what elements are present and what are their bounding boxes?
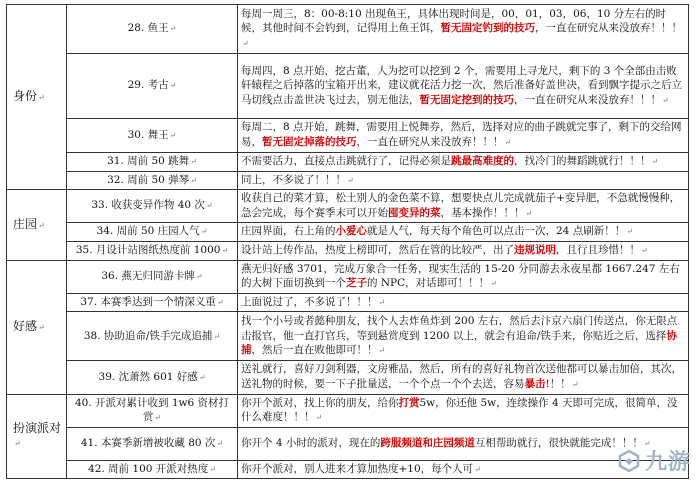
watermark: [616, 445, 691, 476]
highlight-text: 囤变异的菜: [388, 206, 441, 219]
table-row: [7, 361, 689, 394]
highlight-text: 暂无固定钓到的技巧: [440, 22, 535, 35]
item-label: 40. 开派对累计收到 1w6 资材打赏: [74, 396, 230, 424]
item-label: 35. 月设计站图纸热度前 1000: [75, 243, 221, 256]
description-cell: 庄园界面，右上角的小爱心就是人气，每天每个角色可以点击一次，24 点刷新！！↵: [238, 223, 689, 242]
item-cell: 30. 舞王↵: [67, 119, 238, 153]
item-label: 28. 鱼王: [127, 22, 169, 35]
table-row: [7, 190, 689, 223]
item-label: 31. 周前 50 跳舞: [107, 155, 190, 167]
description-cell: 设计站上传作品，热度上榜即可，然后在管的比较严，出了违规说明，且行且珍惜！！↵: [238, 241, 689, 260]
item-cell: 41. 本赛季新增被收藏 80 次↵: [67, 427, 238, 460]
description-text: 每周四，8 点开始，挖古董，人为挖可以挖到 2 个，需要用上寻龙尺，剩下的 3 个全部由击败轩辕程之后掉落的宝箱开出来，建议就花活力挖一次，然后准备好盖世决，看到飘字提示之后立马切线点击盖世决飞过去，别无他法，: [241, 64, 682, 106]
table-row: [7, 293, 689, 312]
description-text: 上面说过了，不多说了！！！: [241, 295, 378, 308]
item-cell: 38. 协助追命/铁手完成追捕↵: [67, 312, 238, 361]
description-text: 不需要活力，直接点击跳就行了，记得必须是: [241, 155, 451, 167]
description-text: 送礼就行，喜好刀剑利器，文房雅品，然后，所有的喜好礼物首次送他都可以暴击加倍，其次，送礼物的时候，要一下子批量送，一个个点一个个去送，容易: [241, 363, 682, 390]
table-row: [7, 54, 689, 119]
category-cell: 身份↵: [7, 5, 67, 190]
item-cell: 40. 开派对累计收到 1w6 资材打赏↵: [67, 394, 238, 427]
item-label: 36. 燕无归同游卡牌: [101, 269, 195, 282]
item-label: 39. 沈萧然 601 好感: [98, 370, 198, 383]
item-label: 32. 周前 50 弹琴: [107, 173, 190, 186]
description-cell: 每周一周三，8：00-8:10 出现鱼王，具体出现时间是，00，01，03，06，10 分左右的时候，其他时间不会钓到，记得用上鱼王饵，暂无固定钓到的技巧，一直在研究从来没放弃！！！↵: [238, 5, 689, 54]
item-label: 30. 舞王: [127, 128, 169, 141]
jiuyou-logo-icon: [616, 448, 642, 474]
description-text: 设计站上传作品，热度上榜即可，然后在管的比较严，出了: [241, 243, 514, 256]
table-row: [7, 427, 689, 460]
highlight-text: 打赏: [398, 396, 420, 409]
highlight-text: 暂无固定掉落的技巧: [262, 136, 357, 148]
description-text: !！！: [545, 377, 571, 390]
description-text: 找一个小号或者懿种朋友，找个人去炸鱼炸到 200 左右，然后去汴京六扇门传送点，你无限点击报官，他一直打官兵，等到悬赏度到 1200 以上，就会有追命/铁手来，你贴近之后，选择: [241, 314, 678, 342]
description-text: ，一直在研究从来没放弃！！！: [356, 136, 504, 148]
highlight-text: 协捕: [241, 329, 677, 357]
highlight-text: 小爱心: [335, 225, 367, 238]
description-cell: 每周四，8 点开始，挖古董，人为挖可以挖到 2 个，需要用上寻龙尺，剩下的 3 个全部由击败轩辕程之后掉落的宝箱开出来，建议就花活力挖一次，然后准备好盖世决，看到飘字提示之后立马切线点击盖世决飞过去，别无他法，暂无固定挖到的技巧，一直在研究从来没放弃！！！↵: [238, 54, 689, 119]
description-cell: 找一个小号或者懿种朋友，找个人去炸鱼炸到 200 左右，然后去汴京六扇门传送点，你无限点击报官，他一直打官兵，等到悬赏度到 1200 以上，就会有追命/铁手来，你贴近之后，选择协捕，然后一直在败他即可！！↵: [238, 312, 689, 361]
description-cell: 不需要活力，直接点击跳就行了，记得必须是跳最高难度的，找冷门的舞蹈跳就行！！！↵: [238, 153, 689, 172]
item-cell: 39. 沈萧然 601 好感↵: [67, 361, 238, 394]
highlight-text: 暴击: [524, 377, 546, 390]
table-row: [7, 153, 689, 172]
item-cell: 32. 周前 50 弹琴↵: [67, 171, 238, 190]
description-cell: 上面说过了，不多说了！！！↵: [238, 293, 689, 312]
highlight-text: 违规说明: [514, 243, 556, 256]
description-cell: 你开个派对，找上你的朋友，给你打赏5w，你还他 5w，连续操作 4 天即可完成，很简单，没什么难度！！！↵: [238, 394, 689, 427]
highlight-text: 跳最高难度的: [451, 155, 514, 167]
category-cell: 好感↵: [7, 260, 67, 394]
highlight-text: 芝子: [346, 277, 367, 290]
item-cell: 37. 本赛季达到一个情深义重↵: [67, 293, 238, 312]
item-label: 37. 本赛季达到一个情深义重: [80, 295, 216, 308]
item-label: 42. 周前 100 开派对热度: [88, 462, 209, 475]
table-row: [7, 312, 689, 361]
description-text: 你开个派对，别人进来才算加热度+10，每个人可: [241, 462, 474, 475]
item-cell: 36. 燕无归同游卡牌↵: [67, 260, 238, 293]
description-text: 你开个派对，找上你的朋友，给你: [241, 396, 399, 409]
table-row: [7, 260, 689, 293]
item-label: 38. 协助追命/铁手完成追捕: [83, 329, 213, 342]
description-text: 5w，你还他 5w，连续操作 4 天即可完成，很简单，没什么难度！！！: [241, 396, 678, 424]
description-text: 就是人气，每天每个角色可以点击一次，24 点刷新！！: [367, 225, 626, 238]
item-label: 33. 收获变异作物 40 次: [91, 199, 205, 212]
item-cell: 31. 周前 50 跳舞↵: [67, 153, 238, 172]
description-text: ，找冷门的舞蹈跳就行！！！: [514, 155, 651, 167]
description-cell: 送礼就行，喜好刀剑利器，文房雅品，然后，所有的喜好礼物首次送他都可以暴击加倍，其次，送礼物的时候，要一下子批量送，一个个点一个个去送，容易暴击!！！↵: [238, 361, 689, 394]
category-cell: 扮演派对↵: [7, 394, 67, 479]
item-label: 34. 周前 50 庄园人气: [96, 225, 200, 238]
description-text: 互相帮助就行，很快就能完成！！！: [474, 436, 643, 449]
table-row: [7, 223, 689, 242]
achievement-table: [6, 4, 689, 479]
item-cell: 34. 周前 50 庄园人气↵: [67, 223, 238, 242]
description-cell: 收获自己的菜才算，松土别人的金色菜不算，想要快点儿完成就茄子+变异肥，不急就慢慢种，急会完成，每个赛季末可以开始囤变异的菜，基本操作！！！↵: [238, 190, 689, 223]
item-label: 41. 本赛季新增被收藏 80 次: [80, 436, 216, 449]
description-text: ，基本操作！！！: [440, 206, 525, 219]
description-cell: 同上，不多说了！！！↵: [238, 171, 689, 190]
item-label: 29. 考古: [127, 79, 169, 92]
description-text: 的 NPC，对话即可！！！: [367, 277, 490, 290]
item-cell: 28. 鱼王↵: [67, 5, 238, 54]
description-cell: 每周二，8 点开始，跳舞，需要用上悦舞券，然后，选择对应的曲子跳就完事了，剩下的交给网易，暂无固定掉落的技巧，一直在研究从来没放弃！！！↵: [238, 119, 689, 153]
description-text: ，然后一直在败他即可！！: [251, 344, 378, 357]
description-cell: 燕无归好感 3701，完成万象合一任务，现实生活的 15-20 分同游去永夜星都 1667.247 左右的大树下面切换到一个芝子的 NPC，对话即可！！！↵: [238, 260, 689, 293]
watermark-text: 九游: [644, 450, 691, 475]
description-text: 燕无归好感 3701，完成万象合一任务，现实生活的 15-20 分同游去永夜星都 1667.247 左右的大树下面切换到一个: [241, 262, 680, 290]
description-cell: 你开个派对，别人进来才算加热度+10，每个人可↵: [238, 460, 689, 479]
table-row: [7, 5, 689, 54]
description-text: 庄园界面，右上角的: [241, 225, 336, 238]
description-text: ，一直在研究从来没放弃！！！: [535, 22, 682, 35]
category-cell: 庄园↵: [7, 190, 67, 260]
item-cell: 35. 月设计站图纸热度前 1000↵: [67, 241, 238, 260]
item-cell: 33. 收获变异作物 40 次↵: [67, 190, 238, 223]
description-text: 每周二，8 点开始，跳舞，需要用上悦舞券，然后，选择对应的曲子跳就完事了，剩下的交给网易，: [241, 121, 682, 148]
item-cell: 29. 考古↵: [67, 54, 238, 119]
table-row: [7, 171, 689, 190]
item-cell: 42. 周前 100 开派对热度↵: [67, 460, 238, 479]
description-cell: 你开个 4 小时的派对，现在的跨服频道和庄园频道互相帮助就行，很快就能完成！！！↵: [238, 427, 689, 460]
table-row: [7, 119, 689, 153]
description-text: 同上，不多说了！！！: [241, 173, 346, 186]
highlight-text: 暂无固定挖到的技巧: [419, 93, 514, 106]
table-row: [7, 394, 689, 427]
table-row: [7, 460, 689, 479]
description-text: ，且行且珍惜！！: [556, 243, 640, 256]
description-text: 每周一周三，8：00-8:10 出现鱼王，具体出现时间是，00，01，03，06，10 分左右的时候，其他时间不会钓到，记得用上鱼王饵，: [241, 7, 667, 35]
description-text: 收获自己的菜才算，松土别人的金色菜不算，想要快点儿完成就茄子+变异肥，不急就慢慢种，急会完成，每个赛季末可以开始: [241, 192, 681, 219]
description-text: ，一直在研究从来没放弃！！！: [514, 93, 661, 106]
highlight-text: 跨服频道和庄园频道: [380, 436, 475, 449]
table-row: [7, 241, 689, 260]
description-text: 你开个 4 小时的派对，现在的: [241, 436, 381, 449]
